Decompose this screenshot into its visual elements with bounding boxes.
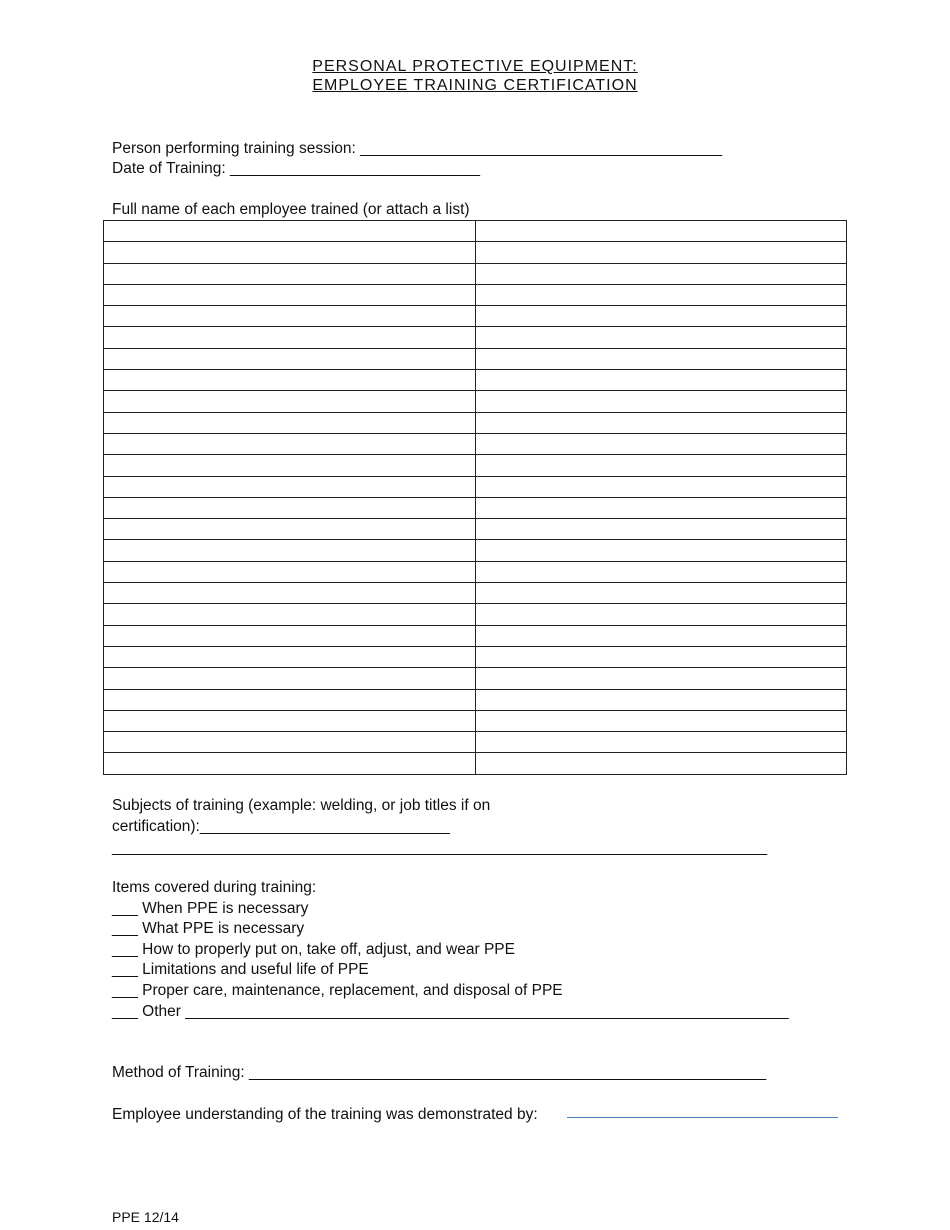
employee-name-cell[interactable] [104, 221, 476, 242]
subjects-label: Subjects of training (example: welding, or job titles if on [112, 797, 491, 814]
table-row [104, 242, 847, 263]
table-row [104, 306, 847, 327]
form-title-line-2: EMPLOYEE TRAINING CERTIFICATION [312, 77, 638, 94]
employee-name-cell[interactable] [104, 753, 476, 774]
employee-name-cell[interactable] [104, 412, 476, 433]
employee-name-cell[interactable] [104, 263, 476, 284]
table-row [104, 455, 847, 476]
form-title-line-1: PERSONAL PROTECTIVE EQUIPMENT: [312, 58, 638, 75]
employee-name-cell[interactable] [104, 306, 476, 327]
employee-roster-table [103, 220, 847, 775]
table-row [104, 668, 847, 689]
table-row [104, 540, 847, 561]
employee-name-cell[interactable] [475, 604, 847, 625]
employee-name-cell[interactable] [475, 221, 847, 242]
employee-name-cell[interactable] [104, 519, 476, 540]
subjects-field[interactable]: certification):_____________________________ [112, 818, 450, 835]
item-care-maintenance-disposal[interactable]: ___ Proper care, maintenance, replacement, and disposal of PPE [112, 982, 563, 999]
subjects-field-continued[interactable]: ____________________________________________________________________________ [112, 839, 768, 856]
date-field[interactable]: Date of Training: _____________________________ [112, 160, 481, 177]
form-code-footer: PPE 12/14 [112, 1209, 179, 1225]
items-heading: Items covered during training: [112, 879, 317, 896]
employee-name-cell[interactable] [475, 412, 847, 433]
employee-name-cell[interactable] [475, 370, 847, 391]
item-how-to-wear-ppe[interactable]: ___ How to properly put on, take off, adjust, and wear PPE [112, 941, 515, 958]
employee-name-cell[interactable] [104, 476, 476, 497]
item-other[interactable]: ___ Other ______________________________________________________________________ [112, 1003, 789, 1020]
table-row [104, 412, 847, 433]
employee-name-cell[interactable] [475, 625, 847, 646]
employee-name-cell[interactable] [475, 561, 847, 582]
employee-name-cell[interactable] [475, 348, 847, 369]
employee-name-cell[interactable] [104, 327, 476, 348]
employee-name-cell[interactable] [475, 519, 847, 540]
employee-name-cell[interactable] [475, 646, 847, 667]
table-row [104, 391, 847, 412]
employee-name-cell[interactable] [475, 263, 847, 284]
table-row [104, 689, 847, 710]
employee-name-cell[interactable] [475, 497, 847, 518]
employee-name-cell[interactable] [104, 370, 476, 391]
trainer-field[interactable]: Person performing training session: __________________________________________ [112, 140, 723, 157]
employee-name-cell[interactable] [475, 710, 847, 731]
employee-name-cell[interactable] [475, 476, 847, 497]
item-when-ppe-necessary[interactable]: ___ When PPE is necessary [112, 900, 309, 917]
understanding-input-line[interactable] [567, 1117, 838, 1118]
item-limitations-useful-life[interactable]: ___ Limitations and useful life of PPE [112, 961, 369, 978]
employee-name-cell[interactable] [104, 710, 476, 731]
employee-name-cell[interactable] [104, 668, 476, 689]
employee-name-cell[interactable] [104, 540, 476, 561]
employee-name-cell[interactable] [475, 242, 847, 263]
table-row [104, 327, 847, 348]
employee-name-cell[interactable] [104, 391, 476, 412]
table-row [104, 519, 847, 540]
item-what-ppe-necessary[interactable]: ___ What PPE is necessary [112, 920, 305, 937]
employee-name-cell[interactable] [475, 753, 847, 774]
table-row [104, 646, 847, 667]
employee-name-cell[interactable] [104, 604, 476, 625]
employee-name-cell[interactable] [104, 242, 476, 263]
table-row [104, 753, 847, 774]
table-row [104, 221, 847, 242]
employee-name-cell[interactable] [475, 668, 847, 689]
table-row [104, 263, 847, 284]
employee-name-cell[interactable] [475, 540, 847, 561]
table-row [104, 583, 847, 604]
employee-name-cell[interactable] [104, 646, 476, 667]
table-row [104, 476, 847, 497]
employee-name-cell[interactable] [475, 455, 847, 476]
employee-name-cell[interactable] [104, 433, 476, 454]
employees-label: Full name of each employee trained (or attach a list) [112, 201, 470, 218]
employee-name-cell[interactable] [104, 348, 476, 369]
roster-grid [103, 220, 847, 775]
table-row [104, 732, 847, 753]
table-row [104, 348, 847, 369]
employee-name-cell[interactable] [475, 327, 847, 348]
employee-name-cell[interactable] [475, 391, 847, 412]
employee-name-cell[interactable] [104, 561, 476, 582]
employee-name-cell[interactable] [104, 583, 476, 604]
employee-name-cell[interactable] [475, 433, 847, 454]
employee-name-cell[interactable] [104, 689, 476, 710]
employee-name-cell[interactable] [104, 284, 476, 305]
table-row [104, 497, 847, 518]
method-field[interactable]: Method of Training: ____________________________________________________________ [112, 1064, 767, 1081]
employee-name-cell[interactable] [475, 583, 847, 604]
table-row [104, 433, 847, 454]
understanding-label: Employee understanding of the training was demonstrated by: [112, 1106, 538, 1123]
table-row [104, 370, 847, 391]
table-row [104, 710, 847, 731]
table-row [104, 284, 847, 305]
employee-name-cell[interactable] [104, 732, 476, 753]
employee-name-cell[interactable] [475, 689, 847, 710]
table-row [104, 604, 847, 625]
table-row [104, 625, 847, 646]
table-row [104, 561, 847, 582]
employee-name-cell[interactable] [475, 306, 847, 327]
employee-name-cell[interactable] [104, 455, 476, 476]
employee-name-cell[interactable] [104, 625, 476, 646]
employee-name-cell[interactable] [475, 732, 847, 753]
employee-name-cell[interactable] [475, 284, 847, 305]
employee-name-cell[interactable] [104, 497, 476, 518]
